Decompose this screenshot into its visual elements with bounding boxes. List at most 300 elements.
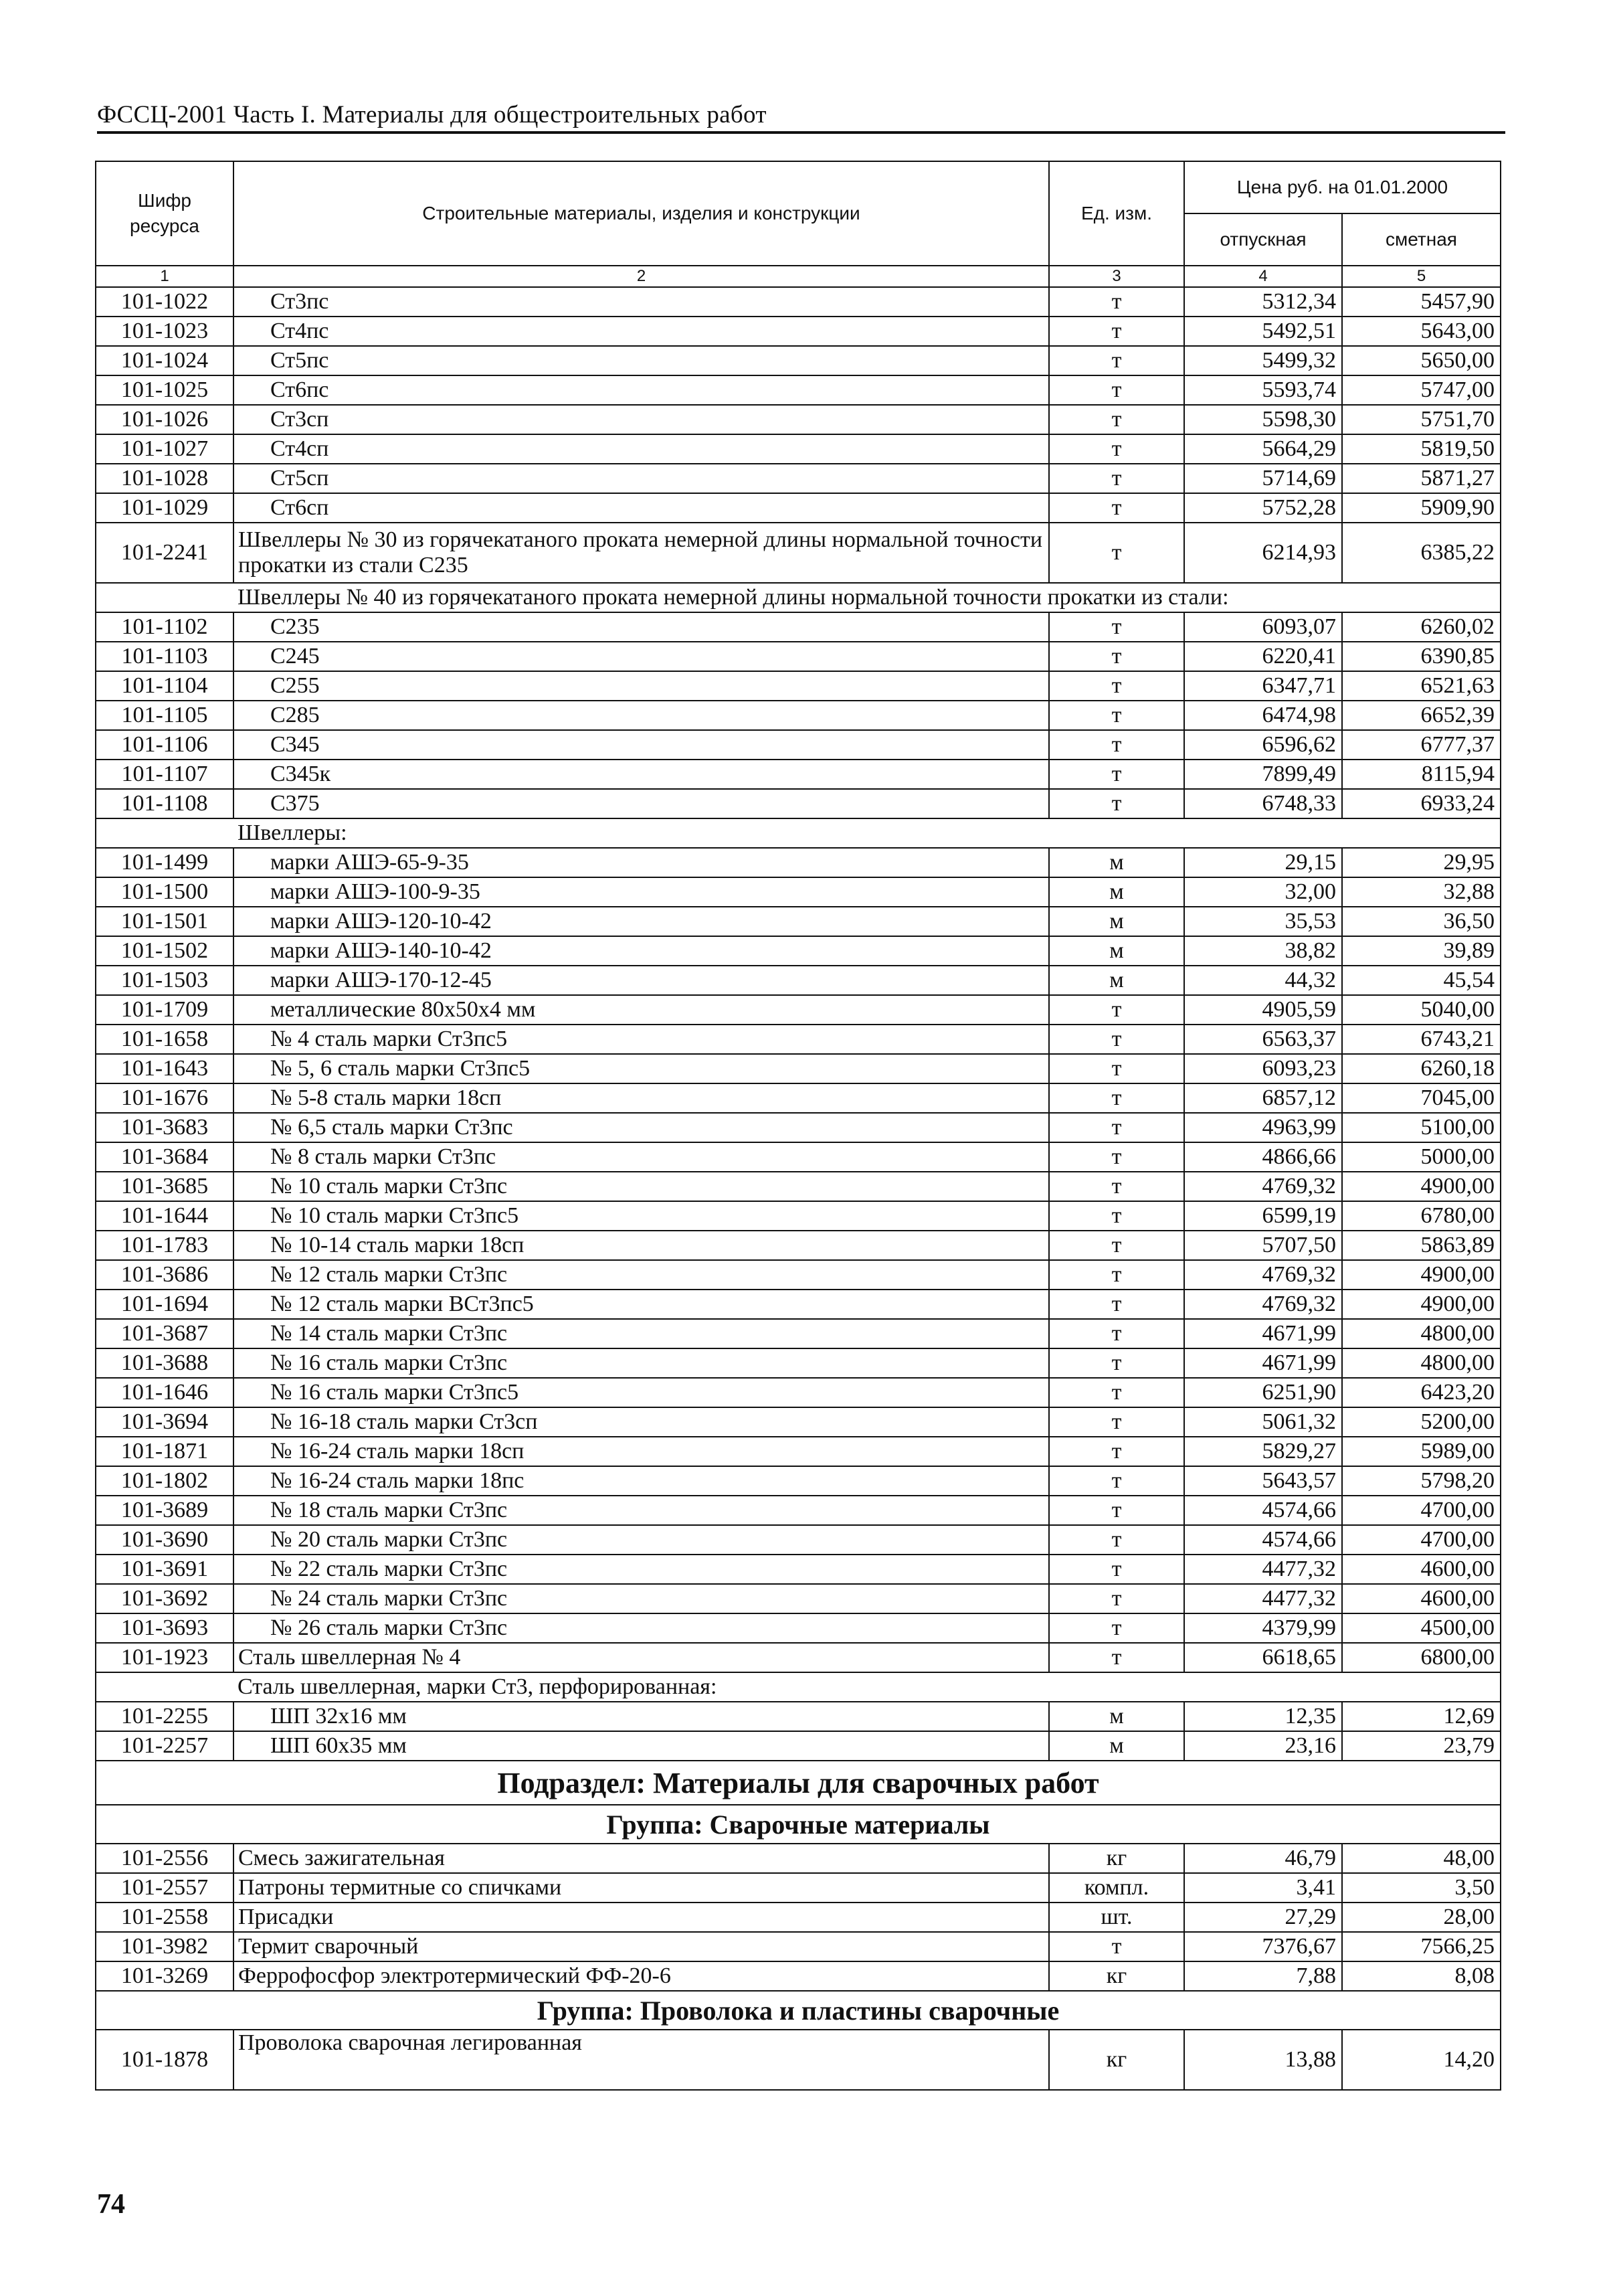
table-row xyxy=(96,995,1501,1025)
estimate-price: 5798,20 xyxy=(1342,1466,1501,1496)
resource-code: 101-2257 xyxy=(96,1731,233,1761)
material-name: № 10-14 сталь марки 18сп xyxy=(233,1231,1049,1260)
release-price: 5492,51 xyxy=(1184,317,1342,346)
release-price: 5593,74 xyxy=(1184,375,1342,405)
table-row xyxy=(96,936,1501,966)
estimate-price: 45,54 xyxy=(1342,966,1501,995)
col-header-estimate: сметная xyxy=(1342,213,1501,266)
estimate-price: 48,00 xyxy=(1342,1844,1501,1873)
col-header-release: отпускная xyxy=(1184,213,1342,266)
material-name: Ст5сп xyxy=(233,464,1049,493)
table-row xyxy=(96,523,1501,583)
resource-code: 101-1502 xyxy=(96,936,233,966)
resource-code: 101-1023 xyxy=(96,317,233,346)
table-row xyxy=(96,1496,1501,1525)
table-row xyxy=(96,1378,1501,1407)
resource-code: 101-2241 xyxy=(96,523,233,583)
release-price: 44,32 xyxy=(1184,966,1342,995)
estimate-price: 6521,63 xyxy=(1342,671,1501,701)
unit-cell: м xyxy=(1049,907,1184,936)
resource-code: 101-3689 xyxy=(96,1496,233,1525)
resource-code: 101-3692 xyxy=(96,1584,233,1613)
resource-code: 101-1104 xyxy=(96,671,233,701)
table-row xyxy=(96,1201,1501,1231)
estimate-price: 6652,39 xyxy=(1342,701,1501,730)
unit-cell: т xyxy=(1049,1496,1184,1525)
table-row xyxy=(96,434,1501,464)
estimate-price: 6800,00 xyxy=(1342,1643,1501,1672)
resource-code: 101-1107 xyxy=(96,760,233,789)
release-price: 4671,99 xyxy=(1184,1348,1342,1378)
material-name: Ст4пс xyxy=(233,317,1049,346)
unit-cell: т xyxy=(1049,493,1184,523)
estimate-price: 4700,00 xyxy=(1342,1525,1501,1555)
subheading-row xyxy=(96,818,1501,848)
estimate-price: 5457,90 xyxy=(1342,287,1501,317)
estimate-price: 6933,24 xyxy=(1342,789,1501,818)
subheading-row xyxy=(96,1672,1501,1702)
table-row xyxy=(96,1525,1501,1555)
material-name: № 14 сталь марки Ст3пс xyxy=(233,1319,1049,1348)
unit-cell: т xyxy=(1049,1348,1184,1378)
resource-code: 101-1108 xyxy=(96,789,233,818)
release-price: 5312,34 xyxy=(1184,287,1342,317)
table-row xyxy=(96,493,1501,523)
material-name: Проволока сварочная легированная xyxy=(233,2030,1049,2090)
resource-code: 101-2557 xyxy=(96,1873,233,1903)
table-row xyxy=(96,1054,1501,1083)
resource-code: 101-1025 xyxy=(96,375,233,405)
unit-cell: кг xyxy=(1049,1961,1184,1991)
release-price: 4769,32 xyxy=(1184,1172,1342,1201)
release-price: 4769,32 xyxy=(1184,1290,1342,1319)
table-row xyxy=(96,789,1501,818)
estimate-price: 6780,00 xyxy=(1342,1201,1501,1231)
resource-code: 101-1503 xyxy=(96,966,233,995)
table-body xyxy=(96,287,1501,2090)
subheading-text: Сталь швеллерная, марки Ст3, перфорированная: xyxy=(233,1672,1501,1702)
release-price: 4905,59 xyxy=(1184,995,1342,1025)
material-name: марки АШЭ-140-10-42 xyxy=(233,936,1049,966)
col-number: 2 xyxy=(233,266,1049,287)
material-name: С345к xyxy=(233,760,1049,789)
unit-cell: т xyxy=(1049,287,1184,317)
resource-code: 101-1500 xyxy=(96,877,233,907)
unit-cell: т xyxy=(1049,317,1184,346)
release-price: 7376,67 xyxy=(1184,1932,1342,1961)
table-row xyxy=(96,1083,1501,1113)
unit-cell: т xyxy=(1049,1437,1184,1466)
material-name: № 16 сталь марки Ст3пс xyxy=(233,1348,1049,1378)
release-price: 4379,99 xyxy=(1184,1613,1342,1643)
group-title: Группа: Проволока и пластины сварочные xyxy=(96,1991,1501,2030)
resource-code: 101-3691 xyxy=(96,1555,233,1584)
table-row xyxy=(96,1903,1501,1932)
table-row xyxy=(96,405,1501,434)
unit-cell: т xyxy=(1049,523,1184,583)
unit-cell: т xyxy=(1049,1378,1184,1407)
release-price: 27,29 xyxy=(1184,1903,1342,1932)
release-price: 5664,29 xyxy=(1184,434,1342,464)
release-price: 3,41 xyxy=(1184,1873,1342,1903)
material-name: Присадки xyxy=(233,1903,1049,1932)
col-number: 3 xyxy=(1049,266,1184,287)
estimate-price: 6390,85 xyxy=(1342,642,1501,671)
subheading-text: Швеллеры № 40 из горячекатаного проката немерной длины нормальной точности прокатки из стали: xyxy=(233,583,1501,612)
material-name: Патроны термитные со спичками xyxy=(233,1873,1049,1903)
material-name: Ст3сп xyxy=(233,405,1049,434)
unit-cell: шт. xyxy=(1049,1903,1184,1932)
estimate-price: 7045,00 xyxy=(1342,1083,1501,1113)
estimate-price: 5819,50 xyxy=(1342,434,1501,464)
estimate-price: 4600,00 xyxy=(1342,1584,1501,1613)
release-price: 12,35 xyxy=(1184,1702,1342,1731)
table-row xyxy=(96,1172,1501,1201)
material-name: С375 xyxy=(233,789,1049,818)
table-row xyxy=(96,760,1501,789)
estimate-price: 6423,20 xyxy=(1342,1378,1501,1407)
estimate-price: 28,00 xyxy=(1342,1903,1501,1932)
unit-cell: м xyxy=(1049,1731,1184,1761)
table-row xyxy=(96,1113,1501,1142)
resource-code: 101-3690 xyxy=(96,1525,233,1555)
material-name: № 18 сталь марки Ст3пс xyxy=(233,1496,1049,1525)
unit-cell: т xyxy=(1049,1407,1184,1437)
release-price: 23,16 xyxy=(1184,1731,1342,1761)
table-row xyxy=(96,877,1501,907)
unit-cell: м xyxy=(1049,877,1184,907)
resource-code: 101-1028 xyxy=(96,464,233,493)
table-row xyxy=(96,1731,1501,1761)
estimate-price: 29,95 xyxy=(1342,848,1501,877)
estimate-price: 6260,18 xyxy=(1342,1054,1501,1083)
table-row xyxy=(96,1319,1501,1348)
unit-cell: т xyxy=(1049,405,1184,434)
unit-cell: т xyxy=(1049,1319,1184,1348)
estimate-price: 5000,00 xyxy=(1342,1142,1501,1172)
material-name: Смесь зажигательная xyxy=(233,1844,1049,1873)
resource-code: 101-1871 xyxy=(96,1437,233,1466)
table-row xyxy=(96,1873,1501,1903)
release-price: 6618,65 xyxy=(1184,1643,1342,1672)
unit-cell: т xyxy=(1049,995,1184,1025)
material-name: № 10 сталь марки Ст3пс5 xyxy=(233,1201,1049,1231)
estimate-price: 8,08 xyxy=(1342,1961,1501,1991)
unit-cell: т xyxy=(1049,1142,1184,1172)
resource-code: 101-1106 xyxy=(96,730,233,760)
resource-code: 101-3688 xyxy=(96,1348,233,1378)
unit-cell: т xyxy=(1049,701,1184,730)
material-name: № 8 сталь марки Ст3пс xyxy=(233,1142,1049,1172)
table-row xyxy=(96,1643,1501,1672)
table-row xyxy=(96,2030,1501,2090)
price-table xyxy=(95,161,1500,2091)
col-header-code: Шифр ресурса xyxy=(96,161,233,266)
material-name: С285 xyxy=(233,701,1049,730)
material-name: № 5, 6 сталь марки Ст3пс5 xyxy=(233,1054,1049,1083)
material-name: № 16-18 сталь марки Ст3сп xyxy=(233,1407,1049,1437)
release-price: 4671,99 xyxy=(1184,1319,1342,1348)
material-name: № 5-8 сталь марки 18сп xyxy=(233,1083,1049,1113)
material-name: С245 xyxy=(233,642,1049,671)
estimate-price: 5751,70 xyxy=(1342,405,1501,434)
unit-cell: т xyxy=(1049,730,1184,760)
estimate-price: 5989,00 xyxy=(1342,1437,1501,1466)
estimate-price: 4500,00 xyxy=(1342,1613,1501,1643)
table-row xyxy=(96,1613,1501,1643)
estimate-price: 6777,37 xyxy=(1342,730,1501,760)
release-price: 4574,66 xyxy=(1184,1496,1342,1525)
resource-code: 101-1501 xyxy=(96,907,233,936)
unit-cell: т xyxy=(1049,1113,1184,1142)
estimate-price: 4700,00 xyxy=(1342,1496,1501,1525)
material-name: марки АШЭ-65-9-35 xyxy=(233,848,1049,877)
material-name: ШП 32х16 мм xyxy=(233,1702,1049,1731)
page-number: 74 xyxy=(97,2189,125,2220)
unit-cell: компл. xyxy=(1049,1873,1184,1903)
unit-cell: т xyxy=(1049,434,1184,464)
estimate-price: 5909,90 xyxy=(1342,493,1501,523)
resource-code: 101-1105 xyxy=(96,701,233,730)
unit-cell: т xyxy=(1049,1643,1184,1672)
release-price: 4769,32 xyxy=(1184,1260,1342,1290)
material-name: № 16-24 сталь марки 18пс xyxy=(233,1466,1049,1496)
group-row xyxy=(96,1805,1501,1844)
estimate-price: 8115,94 xyxy=(1342,760,1501,789)
resource-code: 101-3686 xyxy=(96,1260,233,1290)
estimate-price: 5650,00 xyxy=(1342,346,1501,375)
page-header-title: ФССЦ-2001 Часть I. Материалы для общестроительных работ xyxy=(97,101,767,128)
release-price: 32,00 xyxy=(1184,877,1342,907)
unit-cell: т xyxy=(1049,671,1184,701)
material-name: Швеллеры № 30 из горячекатаного проката немерной длины нормальной точности прокатки из стали С235 xyxy=(233,523,1049,583)
release-price: 6474,98 xyxy=(1184,701,1342,730)
material-name: № 24 сталь марки Ст3пс xyxy=(233,1584,1049,1613)
release-price: 5707,50 xyxy=(1184,1231,1342,1260)
material-name: ШП 60х35 мм xyxy=(233,1731,1049,1761)
material-name: № 10 сталь марки Ст3пс xyxy=(233,1172,1049,1201)
material-name: С255 xyxy=(233,671,1049,701)
resource-code: 101-1644 xyxy=(96,1201,233,1231)
unit-cell: т xyxy=(1049,464,1184,493)
table-row xyxy=(96,1961,1501,1991)
section-title: Подраздел: Материалы для сварочных работ xyxy=(96,1761,1501,1805)
estimate-price: 3,50 xyxy=(1342,1873,1501,1903)
release-price: 7,88 xyxy=(1184,1961,1342,1991)
caption-spacer xyxy=(96,818,233,848)
release-price: 4866,66 xyxy=(1184,1142,1342,1172)
release-price: 5061,32 xyxy=(1184,1407,1342,1437)
table-row xyxy=(96,1025,1501,1054)
col-header-name: Строительные материалы, изделия и конструкции xyxy=(233,161,1049,266)
resource-code: 101-3694 xyxy=(96,1407,233,1437)
estimate-price: 6385,22 xyxy=(1342,523,1501,583)
estimate-price: 4600,00 xyxy=(1342,1555,1501,1584)
release-price: 6347,71 xyxy=(1184,671,1342,701)
estimate-price: 7566,25 xyxy=(1342,1932,1501,1961)
table-row xyxy=(96,375,1501,405)
resource-code: 101-1102 xyxy=(96,612,233,642)
resource-code: 101-1802 xyxy=(96,1466,233,1496)
release-price: 6251,90 xyxy=(1184,1378,1342,1407)
col-number: 4 xyxy=(1184,266,1342,287)
estimate-price: 5200,00 xyxy=(1342,1407,1501,1437)
table-row xyxy=(96,317,1501,346)
material-name: Ст6пс xyxy=(233,375,1049,405)
resource-code: 101-1676 xyxy=(96,1083,233,1113)
estimate-price: 6260,02 xyxy=(1342,612,1501,642)
release-price: 6093,07 xyxy=(1184,612,1342,642)
unit-cell: т xyxy=(1049,375,1184,405)
resource-code: 101-2255 xyxy=(96,1702,233,1731)
table-row xyxy=(96,1260,1501,1290)
estimate-price: 4800,00 xyxy=(1342,1319,1501,1348)
resource-code: 101-3684 xyxy=(96,1142,233,1172)
table-row xyxy=(96,346,1501,375)
material-name: марки АШЭ-120-10-42 xyxy=(233,907,1049,936)
unit-cell: т xyxy=(1049,1613,1184,1643)
resource-code: 101-3685 xyxy=(96,1172,233,1201)
release-price: 5643,57 xyxy=(1184,1466,1342,1496)
unit-cell: т xyxy=(1049,760,1184,789)
estimate-price: 36,50 xyxy=(1342,907,1501,936)
estimate-price: 39,89 xyxy=(1342,936,1501,966)
table-row xyxy=(96,1407,1501,1437)
unit-cell: м xyxy=(1049,848,1184,877)
table-row xyxy=(96,612,1501,642)
unit-cell: м xyxy=(1049,936,1184,966)
caption-spacer xyxy=(96,583,233,612)
estimate-price: 23,79 xyxy=(1342,1731,1501,1761)
release-price: 4963,99 xyxy=(1184,1113,1342,1142)
resource-code: 101-1643 xyxy=(96,1054,233,1083)
table-row xyxy=(96,1844,1501,1873)
resource-code: 101-1499 xyxy=(96,848,233,877)
resource-code: 101-3687 xyxy=(96,1319,233,1348)
table-row xyxy=(96,848,1501,877)
material-name: Ст6сп xyxy=(233,493,1049,523)
material-name: № 4 сталь марки Ст3пс5 xyxy=(233,1025,1049,1054)
release-price: 6596,62 xyxy=(1184,730,1342,760)
material-name: № 22 сталь марки Ст3пс xyxy=(233,1555,1049,1584)
resource-code: 101-3693 xyxy=(96,1613,233,1643)
table-row xyxy=(96,1142,1501,1172)
group-title: Группа: Сварочные материалы xyxy=(96,1805,1501,1844)
resource-code: 101-1024 xyxy=(96,346,233,375)
release-price: 6857,12 xyxy=(1184,1083,1342,1113)
release-price: 6563,37 xyxy=(1184,1025,1342,1054)
resource-code: 101-1923 xyxy=(96,1643,233,1672)
unit-cell: т xyxy=(1049,612,1184,642)
caption-spacer xyxy=(96,1672,233,1702)
table-row xyxy=(96,464,1501,493)
unit-cell: м xyxy=(1049,1702,1184,1731)
release-price: 5499,32 xyxy=(1184,346,1342,375)
resource-code: 101-1103 xyxy=(96,642,233,671)
resource-code: 101-3982 xyxy=(96,1932,233,1961)
resource-code: 101-1783 xyxy=(96,1231,233,1260)
resource-code: 101-1027 xyxy=(96,434,233,464)
estimate-price: 4800,00 xyxy=(1342,1348,1501,1378)
release-price: 4477,32 xyxy=(1184,1555,1342,1584)
unit-cell: т xyxy=(1049,1083,1184,1113)
release-price: 6599,19 xyxy=(1184,1201,1342,1231)
release-price: 5752,28 xyxy=(1184,493,1342,523)
col-header-price: Цена руб. на 01.01.2000 xyxy=(1184,161,1501,213)
release-price: 5714,69 xyxy=(1184,464,1342,493)
table-row xyxy=(96,701,1501,730)
table-row xyxy=(96,1290,1501,1319)
subheading-text: Швеллеры: xyxy=(233,818,1501,848)
resource-code: 101-3683 xyxy=(96,1113,233,1142)
estimate-price: 5643,00 xyxy=(1342,317,1501,346)
section-row xyxy=(96,1761,1501,1805)
material-name: марки АШЭ-100-9-35 xyxy=(233,877,1049,907)
release-price: 5829,27 xyxy=(1184,1437,1342,1466)
resource-code: 101-1022 xyxy=(96,287,233,317)
col-header-unit: Ед. изм. xyxy=(1049,161,1184,266)
table-row xyxy=(96,1702,1501,1731)
material-name: Ст4сп xyxy=(233,434,1049,464)
material-name: Термит сварочный xyxy=(233,1932,1049,1961)
unit-cell: т xyxy=(1049,1932,1184,1961)
resource-code: 101-1029 xyxy=(96,493,233,523)
estimate-price: 4900,00 xyxy=(1342,1260,1501,1290)
unit-cell: т xyxy=(1049,1231,1184,1260)
material-name: Феррофосфор электротермический ФФ-20-6 xyxy=(233,1961,1049,1991)
unit-cell: кг xyxy=(1049,1844,1184,1873)
resource-code: 101-1878 xyxy=(96,2030,233,2090)
table-row xyxy=(96,730,1501,760)
col-number: 5 xyxy=(1342,266,1501,287)
release-price: 4477,32 xyxy=(1184,1584,1342,1613)
unit-cell: т xyxy=(1049,1584,1184,1613)
resource-code: 101-1026 xyxy=(96,405,233,434)
table-row xyxy=(96,1555,1501,1584)
table-row xyxy=(96,907,1501,936)
release-price: 4574,66 xyxy=(1184,1525,1342,1555)
estimate-price: 5871,27 xyxy=(1342,464,1501,493)
estimate-price: 5863,89 xyxy=(1342,1231,1501,1260)
table-row xyxy=(96,1231,1501,1260)
resource-code: 101-1646 xyxy=(96,1378,233,1407)
material-name: Ст3пс xyxy=(233,287,1049,317)
material-name: С235 xyxy=(233,612,1049,642)
estimate-price: 6743,21 xyxy=(1342,1025,1501,1054)
subheading-row xyxy=(96,583,1501,612)
estimate-price: 5100,00 xyxy=(1342,1113,1501,1142)
resource-code: 101-1658 xyxy=(96,1025,233,1054)
col-number: 1 xyxy=(96,266,233,287)
release-price: 6214,93 xyxy=(1184,523,1342,583)
release-price: 5598,30 xyxy=(1184,405,1342,434)
resource-code: 101-3269 xyxy=(96,1961,233,1991)
table-row xyxy=(96,1348,1501,1378)
release-price: 46,79 xyxy=(1184,1844,1342,1873)
resource-code: 101-1709 xyxy=(96,995,233,1025)
table-row xyxy=(96,287,1501,317)
material-name: № 16-24 сталь марки 18сп xyxy=(233,1437,1049,1466)
estimate-price: 4900,00 xyxy=(1342,1290,1501,1319)
unit-cell: м xyxy=(1049,966,1184,995)
resource-code: 101-1694 xyxy=(96,1290,233,1319)
unit-cell: т xyxy=(1049,1201,1184,1231)
estimate-price: 32,88 xyxy=(1342,877,1501,907)
material-name: № 16 сталь марки Ст3пс5 xyxy=(233,1378,1049,1407)
material-name: № 20 сталь марки Ст3пс xyxy=(233,1525,1049,1555)
unit-cell: т xyxy=(1049,1260,1184,1290)
material-name: № 26 сталь марки Ст3пс xyxy=(233,1613,1049,1643)
